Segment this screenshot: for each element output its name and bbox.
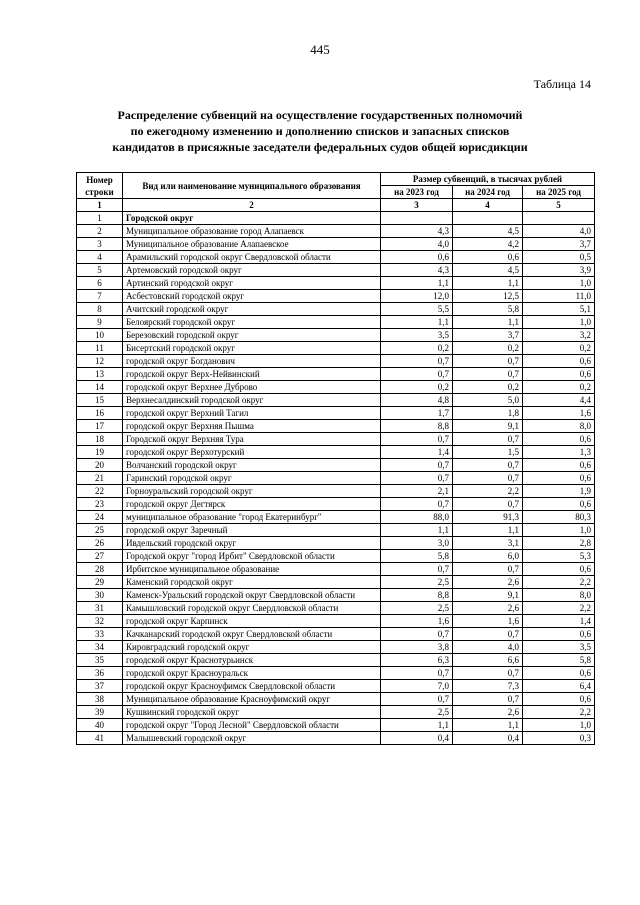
value-2023: 0,7 (381, 472, 453, 485)
municipality-name: Артемовский городской округ (123, 264, 381, 277)
value-2023: 2,5 (381, 576, 453, 589)
value-2025: 0,6 (523, 459, 595, 472)
value-2025: 0,6 (523, 472, 595, 485)
row-number: 5 (77, 264, 123, 277)
value-2024: 3,7 (453, 329, 523, 342)
value-2025: 0,2 (523, 381, 595, 394)
value-2024: 0,7 (453, 498, 523, 511)
table-row (77, 290, 595, 303)
municipality-name: Горноуральский городской округ (123, 485, 381, 498)
header-year-2024: на 2024 год (453, 186, 523, 199)
value-2023: 0,4 (381, 732, 453, 745)
value-2025: 5,1 (523, 303, 595, 316)
value-2023: 0,2 (381, 342, 453, 355)
table-row (77, 238, 595, 251)
value-2025: 1,3 (523, 446, 595, 459)
header-year-2023: на 2023 год (381, 186, 453, 199)
value-2025: 0,6 (523, 563, 595, 576)
value-2024: 6,0 (453, 550, 523, 563)
value-2025: 3,9 (523, 264, 595, 277)
row-number: 27 (77, 550, 123, 563)
value-2024: 1,1 (453, 316, 523, 329)
table-row (77, 693, 595, 706)
value-2023: 4,8 (381, 394, 453, 407)
value-2025: 5,8 (523, 654, 595, 667)
table-row (77, 602, 595, 615)
table-row (77, 472, 595, 485)
row-number: 4 (77, 251, 123, 264)
value-2025: 1,6 (523, 407, 595, 420)
municipality-name: Муниципальное образование Алапаевское (123, 238, 381, 251)
table-row (77, 316, 595, 329)
value-2024: 0,7 (453, 459, 523, 472)
municipality-name: городской округ Верх-Нейвинский (123, 368, 381, 381)
row-number: 1 (77, 212, 123, 225)
municipality-name: Белоярский городской округ (123, 316, 381, 329)
municipality-name: городской округ "Город Лесной" Свердловской области (123, 719, 381, 732)
municipality-name: Камышловский городской округ Свердловской области (123, 602, 381, 615)
value-2025: 1,0 (523, 719, 595, 732)
table-row (77, 446, 595, 459)
row-number: 34 (77, 641, 123, 654)
value-2025: 0,6 (523, 667, 595, 680)
table-row (77, 264, 595, 277)
municipality-name: городской округ Дегтярск (123, 498, 381, 511)
municipality-name: Качканарский городской округ Свердловской области (123, 628, 381, 641)
row-number: 8 (77, 303, 123, 316)
value-2023: 2,5 (381, 706, 453, 719)
row-number: 39 (77, 706, 123, 719)
value-2023: 0,7 (381, 498, 453, 511)
table-row (77, 420, 595, 433)
value-2023: 0,7 (381, 355, 453, 368)
municipality-name: Кировградский городской округ (123, 641, 381, 654)
value-2023: 0,7 (381, 667, 453, 680)
table-row (77, 680, 595, 693)
value-2025: 3,2 (523, 329, 595, 342)
value-2023: 0,7 (381, 368, 453, 381)
value-2023: 3,0 (381, 537, 453, 550)
value-2024: 6,6 (453, 654, 523, 667)
municipality-name: Муниципальное образование Красноуфимский округ (123, 693, 381, 706)
municipality-name: Арамильский городской округ Свердловской области (123, 251, 381, 264)
row-number: 10 (77, 329, 123, 342)
row-number: 23 (77, 498, 123, 511)
subvention-table (76, 172, 595, 745)
column-index: 3 (381, 199, 453, 212)
table-row (77, 654, 595, 667)
municipality-name: городской округ Верхотурский (123, 446, 381, 459)
table-row (77, 329, 595, 342)
municipality-name: Городской округ "город Ирбит" Свердловской области (123, 550, 381, 563)
value-2025: 0,6 (523, 433, 595, 446)
row-number: 12 (77, 355, 123, 368)
value-2024: 0,4 (453, 732, 523, 745)
municipality-name: Ирбитское муниципальное образование (123, 563, 381, 576)
row-number: 26 (77, 537, 123, 550)
value-2023: 1,1 (381, 524, 453, 537)
row-number: 21 (77, 472, 123, 485)
value-2024: 0,7 (453, 563, 523, 576)
row-number: 9 (77, 316, 123, 329)
municipality-name: Ивдельский городской округ (123, 537, 381, 550)
header-number: Номер строки (77, 173, 123, 199)
municipality-name: Городской округ Верхняя Тура (123, 433, 381, 446)
row-number: 17 (77, 420, 123, 433)
value-2023: 1,1 (381, 316, 453, 329)
table-row (77, 615, 595, 628)
municipality-name: городской округ Верхний Тагил (123, 407, 381, 420)
value-2023: 12,0 (381, 290, 453, 303)
row-number: 31 (77, 602, 123, 615)
value-2024: 1,5 (453, 446, 523, 459)
municipality-name: Кушвинский городской округ (123, 706, 381, 719)
row-number: 15 (77, 394, 123, 407)
row-number: 20 (77, 459, 123, 472)
value-2024: 0,2 (453, 342, 523, 355)
value-2024: 4,5 (453, 264, 523, 277)
value-2025: 1,0 (523, 277, 595, 290)
value-2023: 0,7 (381, 459, 453, 472)
municipality-name: Бисертский городской округ (123, 342, 381, 355)
row-number: 16 (77, 407, 123, 420)
row-number: 19 (77, 446, 123, 459)
value-2024: 0,7 (453, 667, 523, 680)
column-index: 2 (123, 199, 381, 212)
value-2024: 0,7 (453, 355, 523, 368)
empty-cell (523, 212, 595, 225)
value-2023: 7,0 (381, 680, 453, 693)
column-index: 1 (77, 199, 123, 212)
value-2025: 0,5 (523, 251, 595, 264)
value-2024: 9,1 (453, 420, 523, 433)
value-2024: 4,0 (453, 641, 523, 654)
value-2025: 1,0 (523, 316, 595, 329)
row-number: 3 (77, 238, 123, 251)
table-row (77, 706, 595, 719)
title-line: по ежегодному изменению и дополнению списков и запасных списков (130, 124, 510, 138)
column-index: 5 (523, 199, 595, 212)
value-2024: 12,5 (453, 290, 523, 303)
value-2025: 4,4 (523, 394, 595, 407)
municipality-name: городской округ Верхняя Пышма (123, 420, 381, 433)
value-2025: 3,5 (523, 641, 595, 654)
header-year-2025: на 2025 год (523, 186, 595, 199)
column-index-row (77, 199, 595, 212)
value-2024: 0,7 (453, 433, 523, 446)
table-label: Таблица 14 (533, 77, 591, 91)
table-row (77, 498, 595, 511)
table-row (77, 732, 595, 745)
value-2025: 2,8 (523, 537, 595, 550)
value-2025: 0,6 (523, 693, 595, 706)
row-number: 29 (77, 576, 123, 589)
column-index: 4 (453, 199, 523, 212)
section-row (77, 212, 595, 225)
municipality-name: Малышевский городской округ (123, 732, 381, 745)
table-title (60, 107, 580, 155)
value-2024: 3,1 (453, 537, 523, 550)
value-2024: 4,2 (453, 238, 523, 251)
table-row (77, 641, 595, 654)
value-2023: 88,0 (381, 511, 453, 524)
value-2023: 1,7 (381, 407, 453, 420)
section-name: Городской округ (123, 212, 381, 225)
table-row (77, 459, 595, 472)
value-2025: 8,0 (523, 420, 595, 433)
value-2025: 0,6 (523, 368, 595, 381)
row-number: 25 (77, 524, 123, 537)
value-2024: 5,0 (453, 394, 523, 407)
table-row (77, 251, 595, 264)
title-line: кандидатов в присяжные заседатели федеральных судов общей юрисдикции (112, 140, 528, 154)
municipality-name: городской округ Карпинск (123, 615, 381, 628)
municipality-name: Муниципальное образование город Алапаевск (123, 225, 381, 238)
value-2024: 2,6 (453, 602, 523, 615)
row-number: 36 (77, 667, 123, 680)
row-number: 32 (77, 615, 123, 628)
municipality-name: Верхнесалдинский городской округ (123, 394, 381, 407)
value-2024: 0,6 (453, 251, 523, 264)
row-number: 14 (77, 381, 123, 394)
value-2023: 2,5 (381, 602, 453, 615)
table-row (77, 225, 595, 238)
row-number: 11 (77, 342, 123, 355)
table-row (77, 303, 595, 316)
municipality-name: городской округ Заречный (123, 524, 381, 537)
value-2023: 8,8 (381, 420, 453, 433)
table-row (77, 342, 595, 355)
table-row (77, 433, 595, 446)
title-line: Распределение субвенций на осуществление государственных полномочий (117, 108, 523, 122)
row-number: 6 (77, 277, 123, 290)
value-2023: 4,0 (381, 238, 453, 251)
row-number: 37 (77, 680, 123, 693)
row-number: 2 (77, 225, 123, 238)
value-2023: 0,7 (381, 693, 453, 706)
value-2024: 0,7 (453, 693, 523, 706)
value-2023: 1,1 (381, 277, 453, 290)
value-2025: 0,3 (523, 732, 595, 745)
value-2023: 0,7 (381, 433, 453, 446)
value-2025: 0,6 (523, 498, 595, 511)
municipality-name: городской округ Краснотурьинск (123, 654, 381, 667)
table-row (77, 381, 595, 394)
value-2025: 1,9 (523, 485, 595, 498)
table-row (77, 511, 595, 524)
municipality-name: Артинский городской округ (123, 277, 381, 290)
empty-cell (381, 212, 453, 225)
value-2023: 1,4 (381, 446, 453, 459)
municipality-name: Каменский городской округ (123, 576, 381, 589)
value-2025: 5,3 (523, 550, 595, 563)
row-number: 38 (77, 693, 123, 706)
table-row (77, 407, 595, 420)
table-row (77, 628, 595, 641)
value-2025: 0,6 (523, 355, 595, 368)
value-2024: 1,1 (453, 719, 523, 732)
value-2024: 91,3 (453, 511, 523, 524)
value-2023: 3,8 (381, 641, 453, 654)
value-2024: 0,2 (453, 381, 523, 394)
value-2024: 9,1 (453, 589, 523, 602)
page-number: 445 (310, 42, 330, 57)
value-2025: 1,0 (523, 524, 595, 537)
table-row (77, 394, 595, 407)
table-row (77, 277, 595, 290)
table-row (77, 589, 595, 602)
value-2024: 1,1 (453, 277, 523, 290)
table-row (77, 368, 595, 381)
table-row (77, 524, 595, 537)
row-number: 18 (77, 433, 123, 446)
table-row (77, 667, 595, 680)
value-2023: 0,7 (381, 628, 453, 641)
municipality-name: муниципальное образование "город Екатеринбург" (123, 511, 381, 524)
value-2025: 6,4 (523, 680, 595, 693)
value-2025: 1,4 (523, 615, 595, 628)
row-number: 41 (77, 732, 123, 745)
value-2024: 0,7 (453, 368, 523, 381)
municipality-name: городской округ Красноуфимск Свердловской области (123, 680, 381, 693)
value-2025: 0,2 (523, 342, 595, 355)
value-2023: 5,8 (381, 550, 453, 563)
value-2023: 4,3 (381, 225, 453, 238)
value-2025: 4,0 (523, 225, 595, 238)
row-number: 30 (77, 589, 123, 602)
value-2025: 2,2 (523, 602, 595, 615)
value-2025: 2,2 (523, 576, 595, 589)
value-2023: 2,1 (381, 485, 453, 498)
value-2025: 2,2 (523, 706, 595, 719)
value-2024: 1,6 (453, 615, 523, 628)
value-2023: 1,6 (381, 615, 453, 628)
value-2024: 7,3 (453, 680, 523, 693)
value-2025: 3,7 (523, 238, 595, 251)
municipality-name: Асбестовский городской округ (123, 290, 381, 303)
value-2025: 0,6 (523, 628, 595, 641)
value-2024: 2,2 (453, 485, 523, 498)
value-2024: 2,6 (453, 706, 523, 719)
municipality-name: Березовский городской округ (123, 329, 381, 342)
value-2023: 5,5 (381, 303, 453, 316)
table-row (77, 576, 595, 589)
value-2025: 8,0 (523, 589, 595, 602)
value-2024: 0,7 (453, 628, 523, 641)
value-2023: 0,6 (381, 251, 453, 264)
row-number: 33 (77, 628, 123, 641)
table-row (77, 550, 595, 563)
value-2024: 1,1 (453, 524, 523, 537)
value-2023: 6,3 (381, 654, 453, 667)
header-name: Вид или наименование муниципального образования (123, 173, 381, 199)
municipality-name: городской округ Богданович (123, 355, 381, 368)
municipality-name: городской округ Верхнее Дуброво (123, 381, 381, 394)
municipality-name: Волчанский городской округ (123, 459, 381, 472)
value-2024: 2,6 (453, 576, 523, 589)
row-number: 35 (77, 654, 123, 667)
empty-cell (453, 212, 523, 225)
row-number: 40 (77, 719, 123, 732)
value-2023: 1,1 (381, 719, 453, 732)
row-number: 24 (77, 511, 123, 524)
value-2025: 11,0 (523, 290, 595, 303)
table-row (77, 485, 595, 498)
row-number: 22 (77, 485, 123, 498)
value-2024: 1,8 (453, 407, 523, 420)
value-2024: 4,5 (453, 225, 523, 238)
row-number: 13 (77, 368, 123, 381)
value-2023: 0,7 (381, 563, 453, 576)
municipality-name: городской округ Красноуральск (123, 667, 381, 680)
table-row (77, 719, 595, 732)
table-row (77, 563, 595, 576)
value-2025: 80,3 (523, 511, 595, 524)
value-2023: 0,2 (381, 381, 453, 394)
municipality-name: Ачитский городской округ (123, 303, 381, 316)
municipality-name: Гаринский городской округ (123, 472, 381, 485)
table-row (77, 537, 595, 550)
row-number: 7 (77, 290, 123, 303)
value-2024: 5,8 (453, 303, 523, 316)
table-row (77, 355, 595, 368)
municipality-name: Каменск-Уральский городской округ Свердловской области (123, 589, 381, 602)
value-2023: 4,3 (381, 264, 453, 277)
header-amount: Размер субвенций, в тысячах рублей (381, 173, 595, 186)
value-2023: 3,5 (381, 329, 453, 342)
value-2024: 0,7 (453, 472, 523, 485)
row-number: 28 (77, 563, 123, 576)
value-2023: 8,8 (381, 589, 453, 602)
